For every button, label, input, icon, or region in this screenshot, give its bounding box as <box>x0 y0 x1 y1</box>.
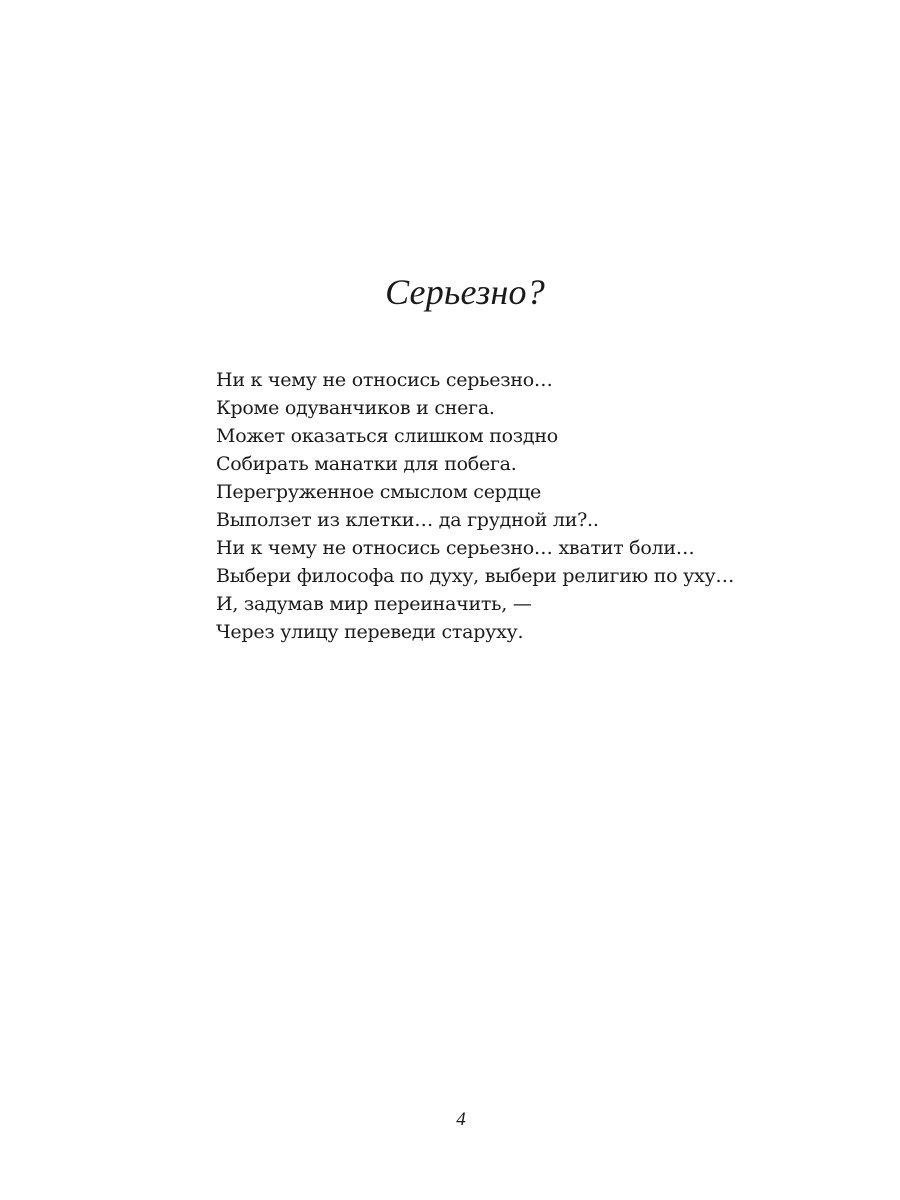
poem-line: Собирать манатки для побега. <box>216 453 517 475</box>
poem-line: Кроме одуванчиков и снега. <box>216 397 495 419</box>
poem-line: Ни к чему не относись серьезно… <box>216 369 553 391</box>
poem-title: Серьезно? <box>385 272 545 312</box>
poem-body <box>216 366 856 646</box>
poem-line: Выползет из клетки… да грудной ли?.. <box>216 509 599 531</box>
poem-line: Перегруженное смыслом сердце <box>216 481 542 503</box>
poem-line: Может оказаться слишком поздно <box>216 425 558 447</box>
page-number: 4 <box>456 1109 466 1130</box>
poem-line: Ни к чему не относись серьезно… хватит боли… <box>216 537 695 559</box>
poem-line: Через улицу переведи старуху. <box>216 621 524 643</box>
poem-line: Выбери философа по духу, выбери религию по уху… <box>216 565 735 587</box>
poem-line: И, задумав мир переиначить, — <box>216 593 532 615</box>
